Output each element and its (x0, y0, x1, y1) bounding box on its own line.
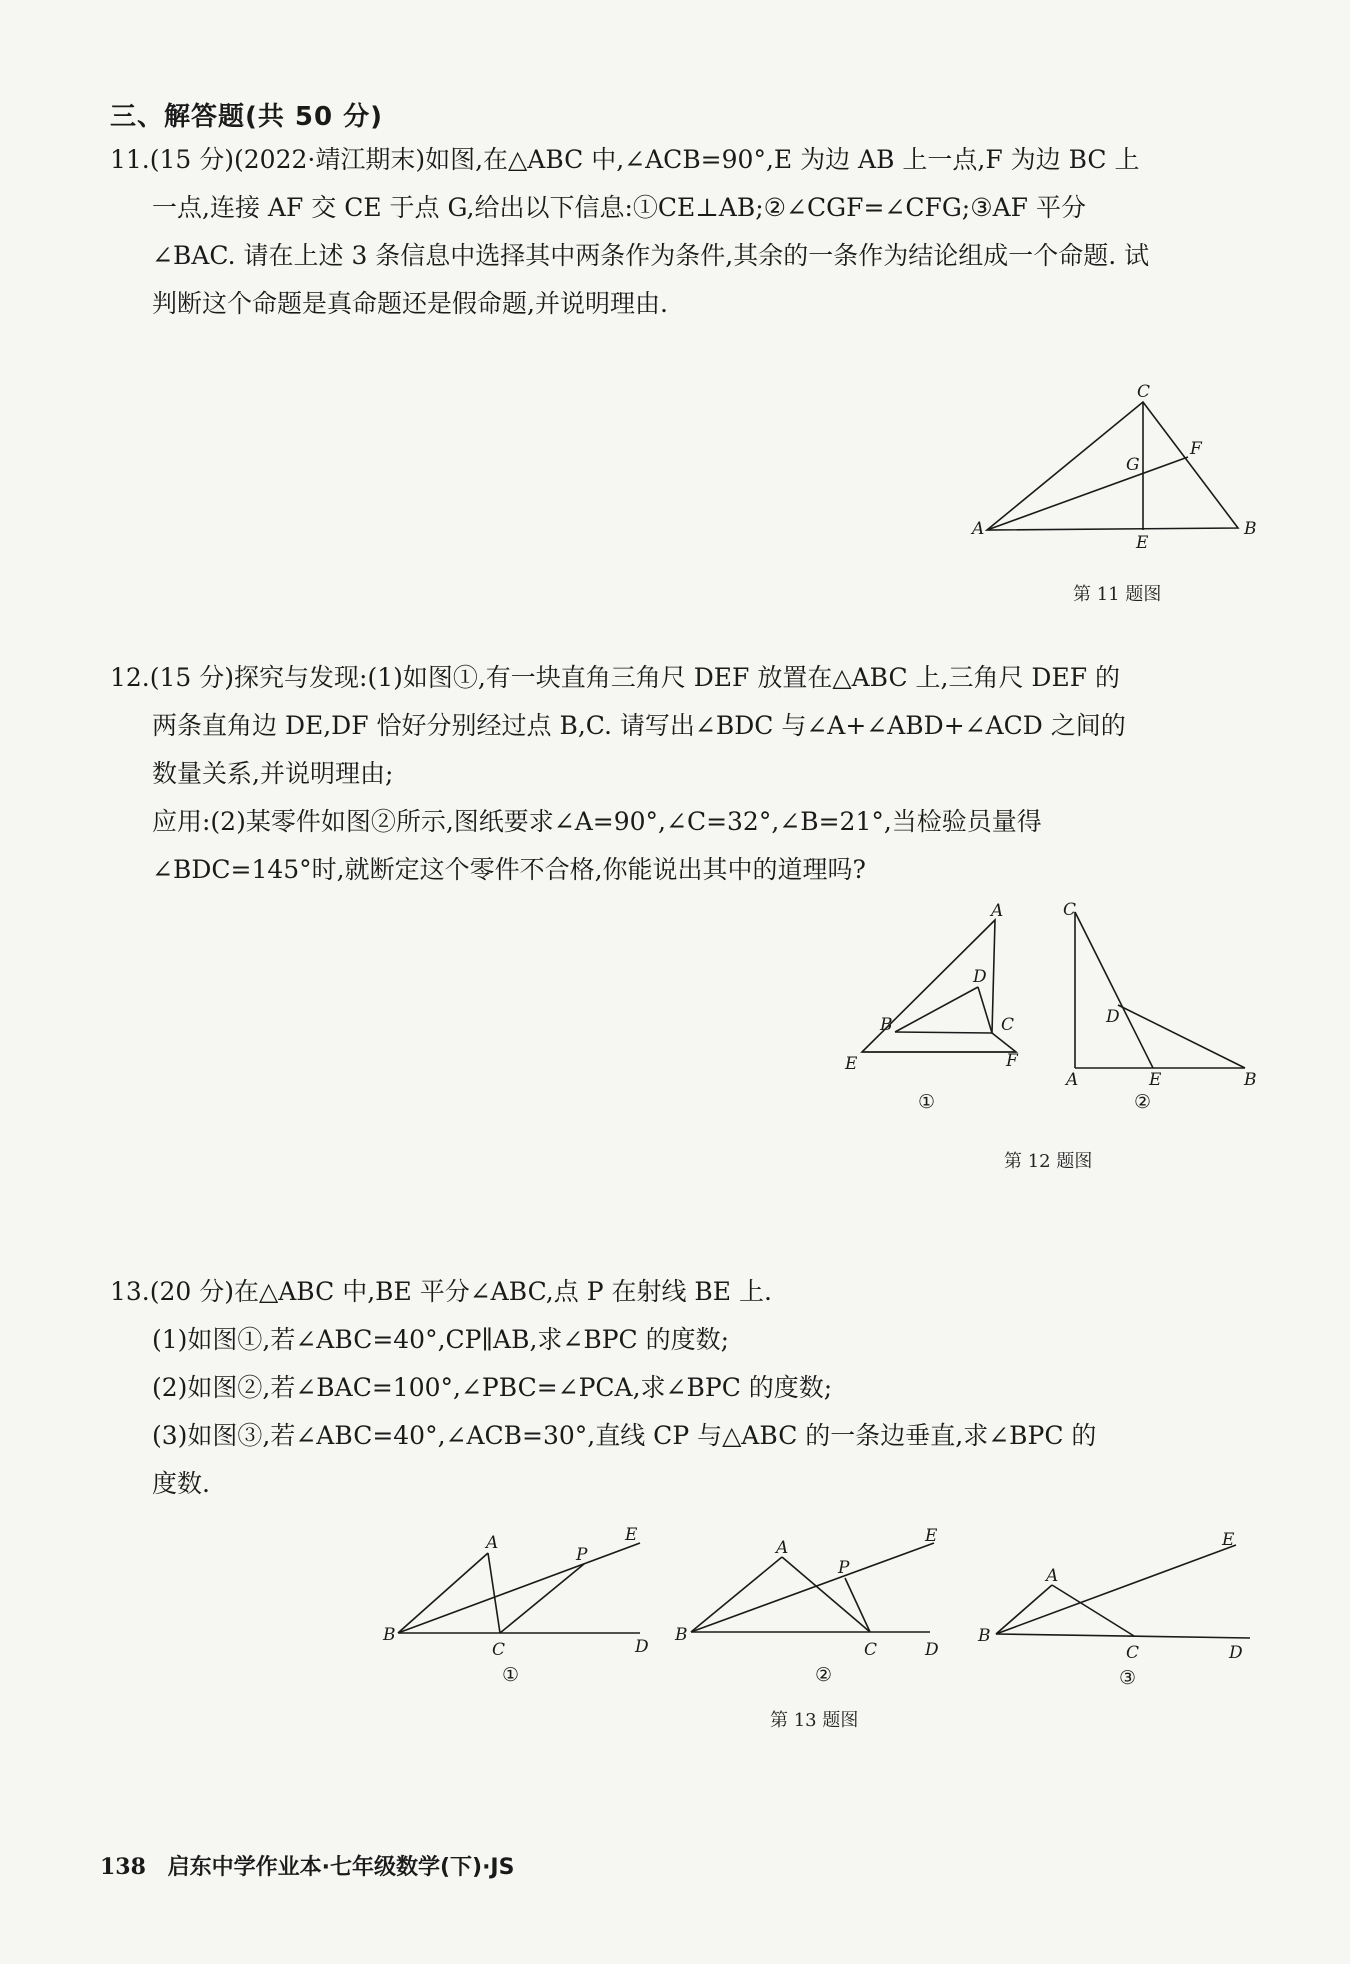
label-c: C (864, 1640, 878, 1660)
question-12-line: ∠BDC=145°时,就断定这个零件不合格,你能说出其中的道理吗? (152, 855, 866, 884)
label-c: C (1126, 1643, 1140, 1663)
ray-be (996, 1545, 1236, 1634)
page-footer (100, 1850, 514, 1881)
question-13-line: 度数. (152, 1469, 210, 1498)
figure-number: ① (918, 1091, 936, 1113)
label-b: B (978, 1626, 991, 1646)
label-a: A (776, 1538, 789, 1558)
question-11-line: ∠BAC. 请在上述 3 条信息中选择其中两条作为条件,其余的一条作为结论组成一个命题. 试 (152, 241, 1150, 270)
question-12-line: 应用:(2)某零件如图②所示,图纸要求∠A=90°,∠C=32°,∠B=21°,当检验员量得 (152, 807, 1042, 836)
label-e: E (1149, 1070, 1162, 1090)
question-13-line: (2)如图②,若∠BAC=100°,∠PBC=∠PCA,求∠BPC 的度数; (152, 1373, 833, 1402)
label-b: B (383, 1625, 396, 1645)
label-a: A (991, 901, 1004, 921)
label-e: E (1136, 533, 1149, 553)
label-d: D (925, 1640, 939, 1660)
label-d: D (1106, 1007, 1120, 1027)
label-f: F (1006, 1051, 1018, 1071)
book-title: 启东中学作业本·七年级数学(下)·JS (167, 1855, 515, 1880)
question-13-line: 13.(20 分)在△ABC 中,BE 平分∠ABC,点 P 在射线 BE 上. (110, 1277, 772, 1306)
ray-bd (996, 1634, 1250, 1638)
question-12-line: 数量关系,并说明理由; (152, 759, 394, 788)
label-b: B (880, 1015, 893, 1035)
question-12-line: 两条直角边 DE,DF 恰好分别经过点 B,C. 请写出∠BDC 与∠A+∠ABD+∠ACD 之间的 (152, 711, 1126, 740)
figure-13-caption: 第 13 题图 (770, 1710, 859, 1731)
question-11-line: 判断这个命题是真命题还是假命题,并说明理由. (152, 289, 668, 318)
figure-12-caption: 第 12 题图 (1004, 1151, 1093, 1172)
label-e: E (625, 1525, 638, 1545)
question-12-line: 12.(15 分)探究与发现:(1)如图①,有一块直角三角尺 DEF 放置在△ABC 上,三角尺 DEF 的 (110, 663, 1121, 692)
label-c: C (1137, 382, 1151, 402)
label-a: A (486, 1533, 499, 1553)
page-number: 138 (100, 1854, 146, 1880)
label-d: D (973, 967, 987, 987)
label-e: E (1222, 1530, 1235, 1550)
label-d: D (1229, 1643, 1243, 1663)
label-c: C (1063, 900, 1077, 920)
label-c: C (492, 1640, 506, 1660)
label-f: F (1190, 439, 1202, 459)
segment-ac (1052, 1585, 1134, 1636)
label-b: B (675, 1625, 688, 1645)
figure-number: ② (815, 1664, 833, 1686)
question-13-line: (3)如图③,若∠ABC=40°,∠ACB=30°,直线 CP 与△ABC 的一条边垂直,求∠BPC 的 (152, 1421, 1097, 1450)
section-title: 三、解答题(共 50 分) (110, 102, 384, 132)
label-p: P (838, 1558, 850, 1578)
label-e: E (845, 1054, 858, 1074)
label-a: A (1066, 1070, 1079, 1090)
label-g: G (1126, 455, 1140, 475)
figure-11-caption: 第 11 题图 (1073, 584, 1162, 605)
question-13-line: (1)如图①,若∠ABC=40°,CP∥AB,求∠BPC 的度数; (152, 1325, 730, 1354)
segment-ba (996, 1585, 1052, 1634)
figure-number: ③ (1119, 1667, 1137, 1689)
figure-number: ① (502, 1664, 520, 1686)
label-b: B (1244, 1070, 1257, 1090)
label-p: P (576, 1545, 588, 1565)
question-11-line: 一点,连接 AF 交 CE 于点 G,给出以下信息:①CE⊥AB;②∠CGF=∠CFG;③AF 平分 (152, 193, 1086, 222)
label-d: D (635, 1637, 649, 1657)
label-a: A (972, 519, 985, 539)
figure-number: ② (1134, 1091, 1152, 1113)
label-e: E (925, 1526, 938, 1546)
label-b: B (1244, 519, 1257, 539)
label-a: A (1046, 1566, 1059, 1586)
question-11-line: 11.(15 分)(2022·靖江期末)如图,在△ABC 中,∠ACB=90°,E 为边 AB 上一点,F 为边 BC 上 (110, 145, 1140, 174)
label-c: C (1001, 1015, 1015, 1035)
